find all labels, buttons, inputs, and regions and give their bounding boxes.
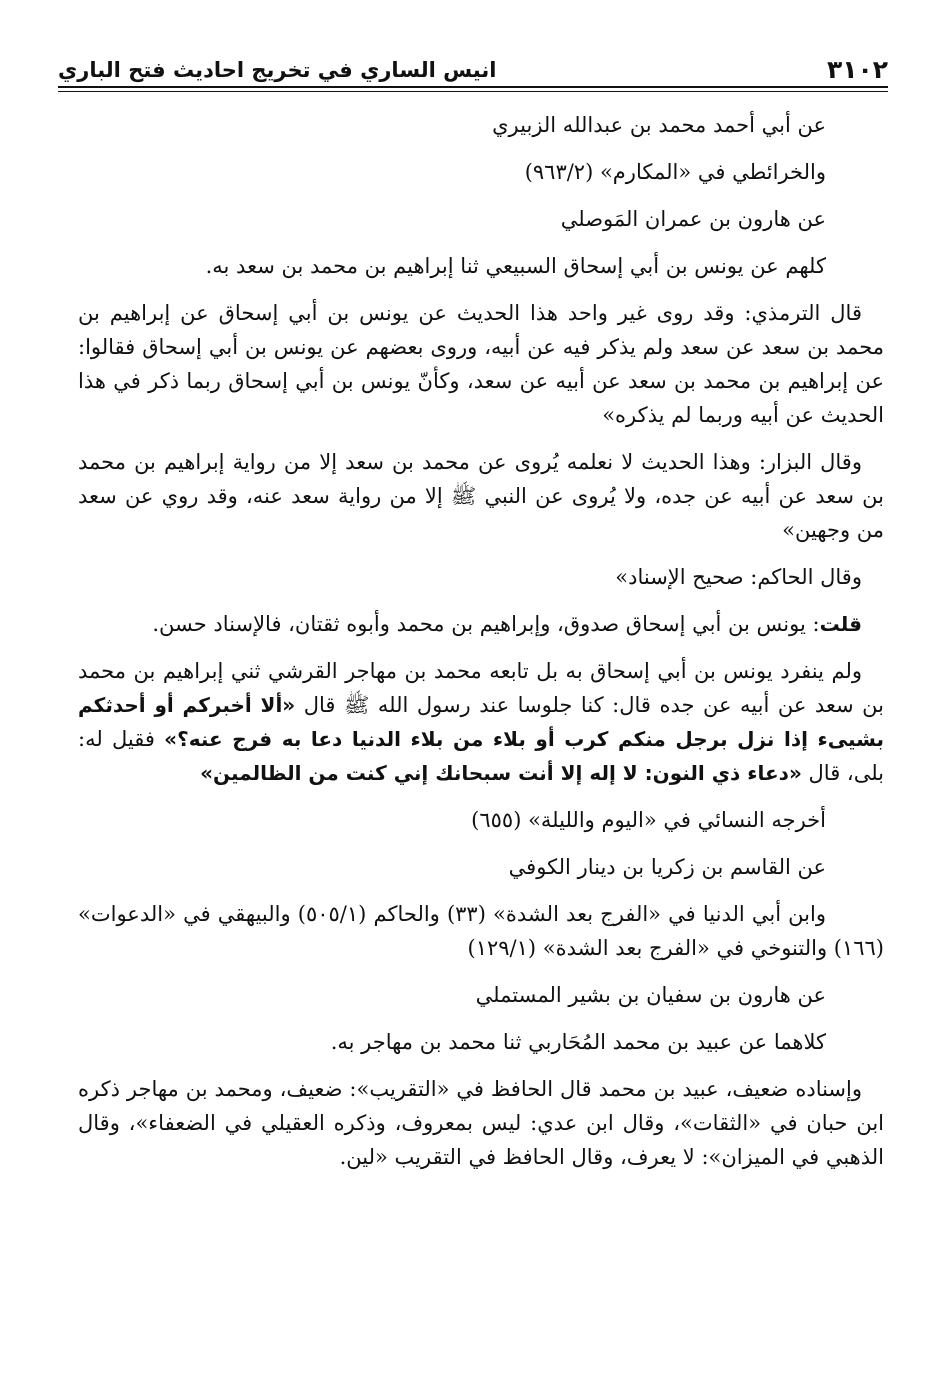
text-run: عن هارون بن سفيان بن بشير المستملي bbox=[475, 983, 826, 1007]
bold-text: قلت bbox=[819, 612, 862, 636]
paragraph bbox=[78, 296, 884, 432]
paragraph bbox=[78, 803, 884, 837]
body-text bbox=[78, 108, 884, 1187]
paragraph bbox=[78, 155, 884, 189]
text-run: والخرائطي في «المكارم» (٩٦٣/٢) bbox=[524, 160, 826, 184]
text-run: قال الترمذي: وقد روى غير واحد هذا الحديث عن يونس بن أبي إسحاق عن إبراهيم بن محمد بن سعد عن سعد ولم يذكر فيه عن أبيه، وروى بعضهم عن يونس بن أبي إسحاق فقالوا: عن إبراهيم بن محمد بن سعد عن أبيه عن سعد، وكأنّ يونس بن أبي إسحاق ربما ذكر في هذا الحديث عن أبيه وربما لم يذكره» bbox=[78, 301, 884, 427]
running-head bbox=[58, 44, 888, 84]
text-run: : يونس بن أبي إسحاق صدوق، وإبراهيم بن محمد وأبوه ثقتان، فالإسناد حسن. bbox=[152, 612, 820, 636]
paragraph bbox=[78, 202, 884, 236]
bold-text: «ألا أخبركم أو أحدثكم بشيىء إذا نزل برجل منكم كرب أو بلاء من بلاء الدنيا دعا به فرج عنه؟» bbox=[78, 693, 884, 751]
paragraph bbox=[78, 654, 884, 790]
header-rule-thick bbox=[58, 86, 888, 88]
paragraph bbox=[78, 560, 884, 594]
header-rule-thin bbox=[58, 91, 888, 92]
text-run: وقال الحاكم: صحيح الإسناد» bbox=[615, 565, 862, 589]
paragraph bbox=[78, 1025, 884, 1059]
paragraph bbox=[78, 108, 884, 142]
text-run: عن هارون بن عمران المَوصلي bbox=[560, 207, 826, 231]
text-run: وقال البزار: وهذا الحديث لا نعلمه يُروى عن محمد بن سعد إلا من رواية إبراهيم بن محمد بن سعد عن أبيه عن جده، ولا يُروى عن النبي ﷺ إلا من رواية سعد عنه، وقد روي عن سعد من وجهين» bbox=[78, 450, 884, 542]
running-title: انيس الساري في تخريج احاديث فتح الباري bbox=[58, 58, 497, 82]
text-run: فقيل له: بلى، قال bbox=[78, 727, 884, 785]
paragraph bbox=[78, 978, 884, 1012]
bold-text: «دعاء ذي النون: لا إله إلا أنت سبحانك إني كنت من الظالمين» bbox=[200, 761, 802, 785]
paragraph bbox=[78, 897, 884, 965]
text-run: وابن أبي الدنيا في «الفرج بعد الشدة» (٣٣) والحاكم (٥٠٥/١) والبيهقي في «الدعوات» (١٦٦) والتنوخي في «الفرج بعد الشدة» (١٢٩/١) bbox=[78, 902, 884, 960]
page-number: ٣١٠٢ bbox=[826, 55, 888, 84]
paragraph bbox=[78, 607, 884, 641]
paragraph bbox=[78, 249, 884, 283]
text-run: أخرجه النسائي في «اليوم والليلة» (٦٥٥) bbox=[471, 808, 826, 832]
paragraph bbox=[78, 445, 884, 547]
text-run: كلهم عن يونس بن أبي إسحاق السبيعي ثنا إبراهيم بن محمد بن سعد به. bbox=[205, 254, 826, 278]
paragraph bbox=[78, 850, 884, 884]
text-run: عن أبي أحمد محمد بن عبدالله الزبيري bbox=[492, 113, 826, 137]
text-run: ولم ينفرد يونس بن أبي إسحاق به بل تابعه محمد بن مهاجر القرشي ثني إبراهيم بن محمد بن سعد عن أبيه عن جده قال: كنا جلوسا عند رسول الله ﷺ قال bbox=[78, 659, 884, 717]
text-run: كلاهما عن عبيد بن محمد المُحَاربي ثنا محمد بن مهاجر به. bbox=[330, 1030, 826, 1054]
text-run: عن القاسم بن زكريا بن دينار الكوفي bbox=[508, 855, 826, 879]
paragraph bbox=[78, 1072, 884, 1174]
text-run: وإسناده ضعيف، عبيد بن محمد قال الحافظ في «التقريب»: ضعيف، ومحمد بن مهاجر ذكره ابن حبان في «الثقات»، وقال ابن عدي: ليس بمعروف، وذكره العقيلي في الضعفاء»، وقال الذهبي في الميزان»: لا يعرف، وقال الحافظ في التقريب «لين. bbox=[78, 1077, 884, 1169]
